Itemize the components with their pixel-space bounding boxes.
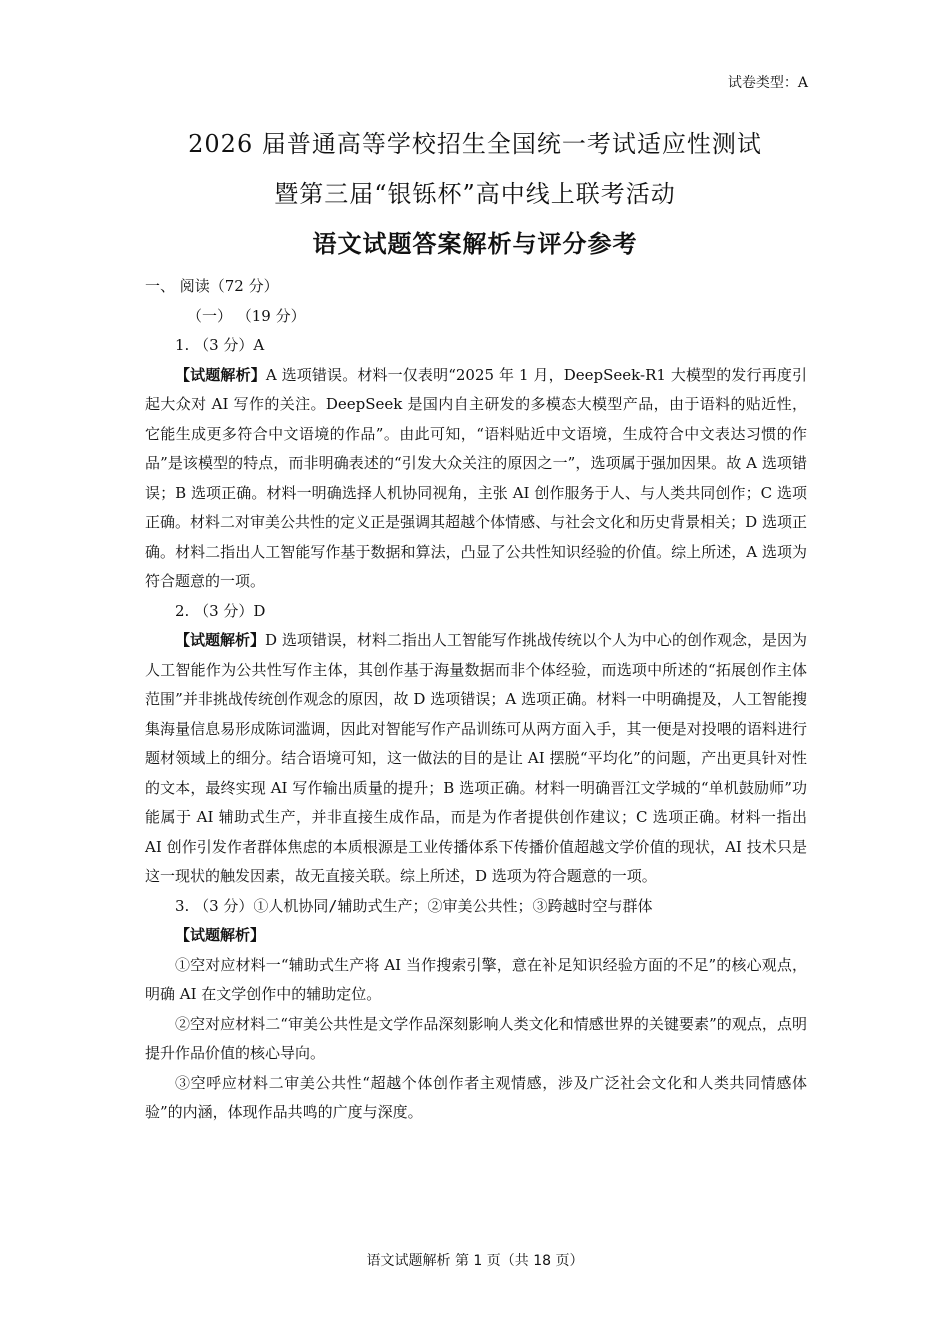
question-2-label: 2. （3 分）D [175, 601, 266, 620]
title-line-3: 语文试题答案解析与评分参考 [312, 230, 638, 258]
question-1-label: 1. （3 分）A [175, 336, 265, 354]
title-line-2: 暨第三届“银铄杯”高中线上联考活动 [274, 180, 676, 208]
answer-content [145, 272, 807, 1128]
analysis-tag: 【试题解析】 [175, 926, 266, 944]
question-3-answer: ①人机协同/辅助式生产；②审美公共性；③跨越时空与群体 [253, 896, 653, 915]
question-3-label [145, 892, 807, 922]
question-3-point-2: ②空对应材料二“审美公共性是文学作品深刻影响人类文化和情感世界的关键要素”的观点，点明提升作品价值的核心导向。 [145, 1014, 807, 1062]
analysis-tag: 【试题解析】 [175, 631, 266, 649]
question-1-analysis [145, 361, 807, 597]
question-3-analysis-tag [145, 921, 807, 951]
title-line-1: 2026 届普通高等学校招生全国统一考试适应性测试 [188, 130, 762, 158]
question-2-analysis [145, 626, 807, 892]
subsection-heading: （一） （19 分） [187, 306, 306, 325]
section-heading: 一、 阅读（72 分） [145, 277, 279, 295]
question-3-point-1: ①空对应材料一“辅助式生产将 AI 当作搜索引擎，意在补足知识经验方面的不足”的核心观点，明确 AI 在文学创作中的辅助定位。 [145, 955, 807, 1003]
analysis-tag: 【试题解析】 [175, 365, 266, 384]
question-3-number: 3. （3 分） [175, 896, 254, 915]
question-3-point-3: ③空呼应材料二审美公共性“超越个体创作者主观情感，涉及广泛社会文化和人类共同情感体验”的内涵，体现作品共鸣的广度与深度。 [145, 1073, 807, 1121]
page-footer: 语文试题解析 第 1 页（共 18 页） [366, 1253, 584, 1269]
analysis-text: D 选项错误，材料二指出人工智能写作挑战传统以个人为中心的创作观念，是因为人工智能作为公共性写作主体，其创作基于海量数据而非个体经验，而选项中所述的“拓展创作主体范围”并非挑战传统创作观念的原因，故 D 选项错误；A 选项正确。材料一中明确提及，人工智能搜集海量信息易形成陈词滥调，因此对智能写作产品训练可从两方面入手，其一便是对投喂的语料进行题材领域上的细分。结合语境可知，这一做法的目的是让 AI 摆脱“平均化”的问题，产出更具针对性的文本，最终实现 AI 写作输出质量的提升；B 选项正确。材料一明确晋江文学城的“单机鼓励师”功能属于 AI 辅助式生产，并非直接生成作品，而是为作者提供创作建议；C 选项正确。材料一指出 AI 创作引发作者群体焦虑的本质根源是工业传播体系下传播价值超越文学价值的现状，AI 技术只是这一现状的触发因素，故无直接关联。综上所述，D 选项为符合题意的一项。 [145, 631, 807, 885]
analysis-text: A 选项错误。材料一仅表明“2025 年 1 月，DeepSeek-R1 大模型的发行再度引起大众对 AI 写作的关注。DeepSeek 是国内自主研发的多模态大模型产品，由于语料的贴近性，它能生成更多符合中文语境的作品”。由此可知，“语料贴近中文语境，生成符合中文表达习惯的作品”是该模型的特点，而非明确表述的“引发大众关注的原因之一”，选项属于强加因果。故 A 选项错误；B 选项正确。材料一明确选择人机协同视角，主张 AI 创作服务于人、与人类共同创作；C 选项正确。材料二对审美公共性的定义正是强调其超越个体情感、与社会文化和历史背景相关；D 选项正确。材料二指出人工智能写作基于数据和算法，凸显了公共性知识经验的价值。综上所述，A 选项为符合题意的一项。 [145, 365, 807, 590]
exam-type-label: 试卷类型：A [727, 75, 808, 91]
